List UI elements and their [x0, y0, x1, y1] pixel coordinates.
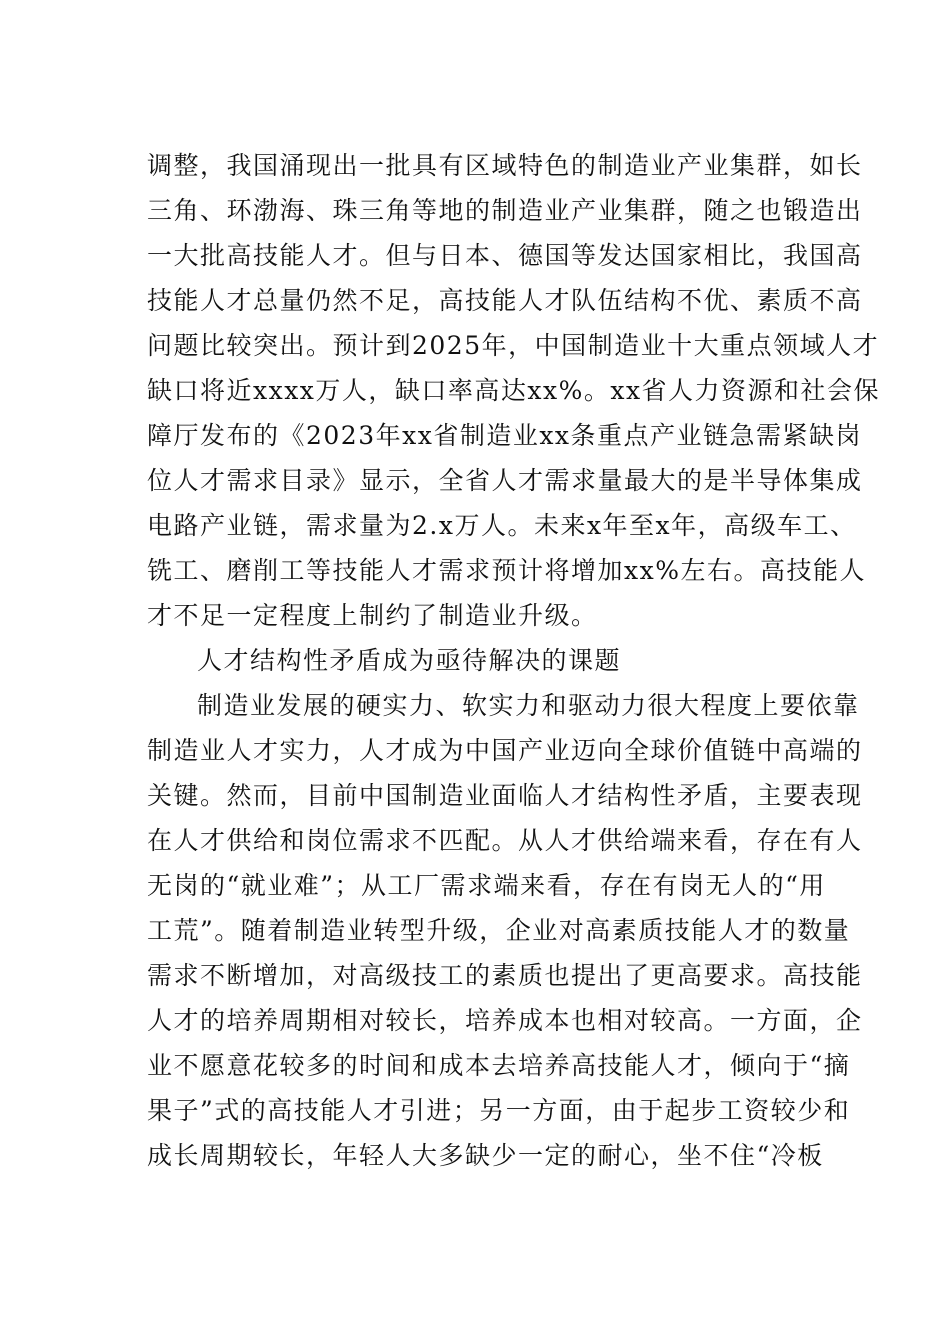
- text-line: 电路产业链，需求量为2.x万人。未来x年至x年，高级车工、: [147, 511, 857, 540]
- text-line: 无岗的“就业难”；从工厂需求端来看，存在有岗无人的“用: [147, 871, 826, 900]
- text-line: 工荒”。随着制造业转型升级，企业对高素质技能人才的数量: [147, 916, 851, 945]
- text-line: 成长周期较长，年轻人大多缺少一定的耐心，坐不住“冷板: [147, 1141, 824, 1170]
- heading-text: 人才结构性矛盾成为亟待解决的课题: [197, 646, 622, 675]
- paragraph-talent-shortage: [147, 143, 881, 638]
- text-line: 制造业人才实力，人才成为中国产业迈向全球价值链中高端的: [147, 736, 863, 765]
- text-line: 需求不断增加，对高级技工的素质也提出了更高要求。高技能: [147, 961, 863, 990]
- text-line: 问题比较突出。预计到2025年，中国制造业十大重点领域人才: [147, 331, 880, 360]
- text-line: 铣工、磨削工等技能人才需求预计将增加xx%左右。高技能人: [147, 556, 866, 585]
- text-line: 业不愿意花较多的时间和成本去培养高技能人才，倾向于“摘: [147, 1051, 851, 1080]
- paragraph-structural-contradiction: [147, 683, 863, 1178]
- text-line: 调整，我国涌现出一批具有区域特色的制造业产业集群，如长: [147, 151, 863, 180]
- text-line: 三角、环渤海、珠三角等地的制造业产业集群，随之也锻造出: [147, 196, 863, 225]
- text-line: 一大批高技能人才。但与日本、德国等发达国家相比，我国高: [147, 241, 863, 270]
- text-line: 人才的培养周期相对较长，培养成本也相对较高。一方面，企: [147, 1006, 863, 1035]
- text-line: 缺口将近xxxx万人，缺口率高达xx%。xx省人力资源和社会保: [147, 376, 881, 405]
- text-line: 才不足一定程度上制约了制造业升级。: [147, 601, 598, 630]
- section-heading: [147, 638, 827, 683]
- text-line: 果子”式的高技能人才引进；另一方面，由于起步工资较少和: [147, 1096, 851, 1125]
- text-line: 位人才需求目录》显示，全省人才需求量最大的是半导体集成: [147, 466, 863, 495]
- text-line: 障厅发布的《2023年xx省制造业xx条重点产业链急需紧缺岗: [147, 421, 863, 450]
- text-line: 制造业发展的硬实力、软实力和驱动力很大程度上要依靠: [197, 691, 860, 720]
- text-line: 关键。然而，目前中国制造业面临人才结构性矛盾，主要表现: [147, 781, 863, 810]
- text-line: 在人才供给和岗位需求不匹配。从人才供给端来看，存在有人: [147, 826, 863, 855]
- text-line: 技能人才总量仍然不足，高技能人才队伍结构不优、素质不高: [147, 286, 863, 315]
- document-body: [147, 143, 881, 1178]
